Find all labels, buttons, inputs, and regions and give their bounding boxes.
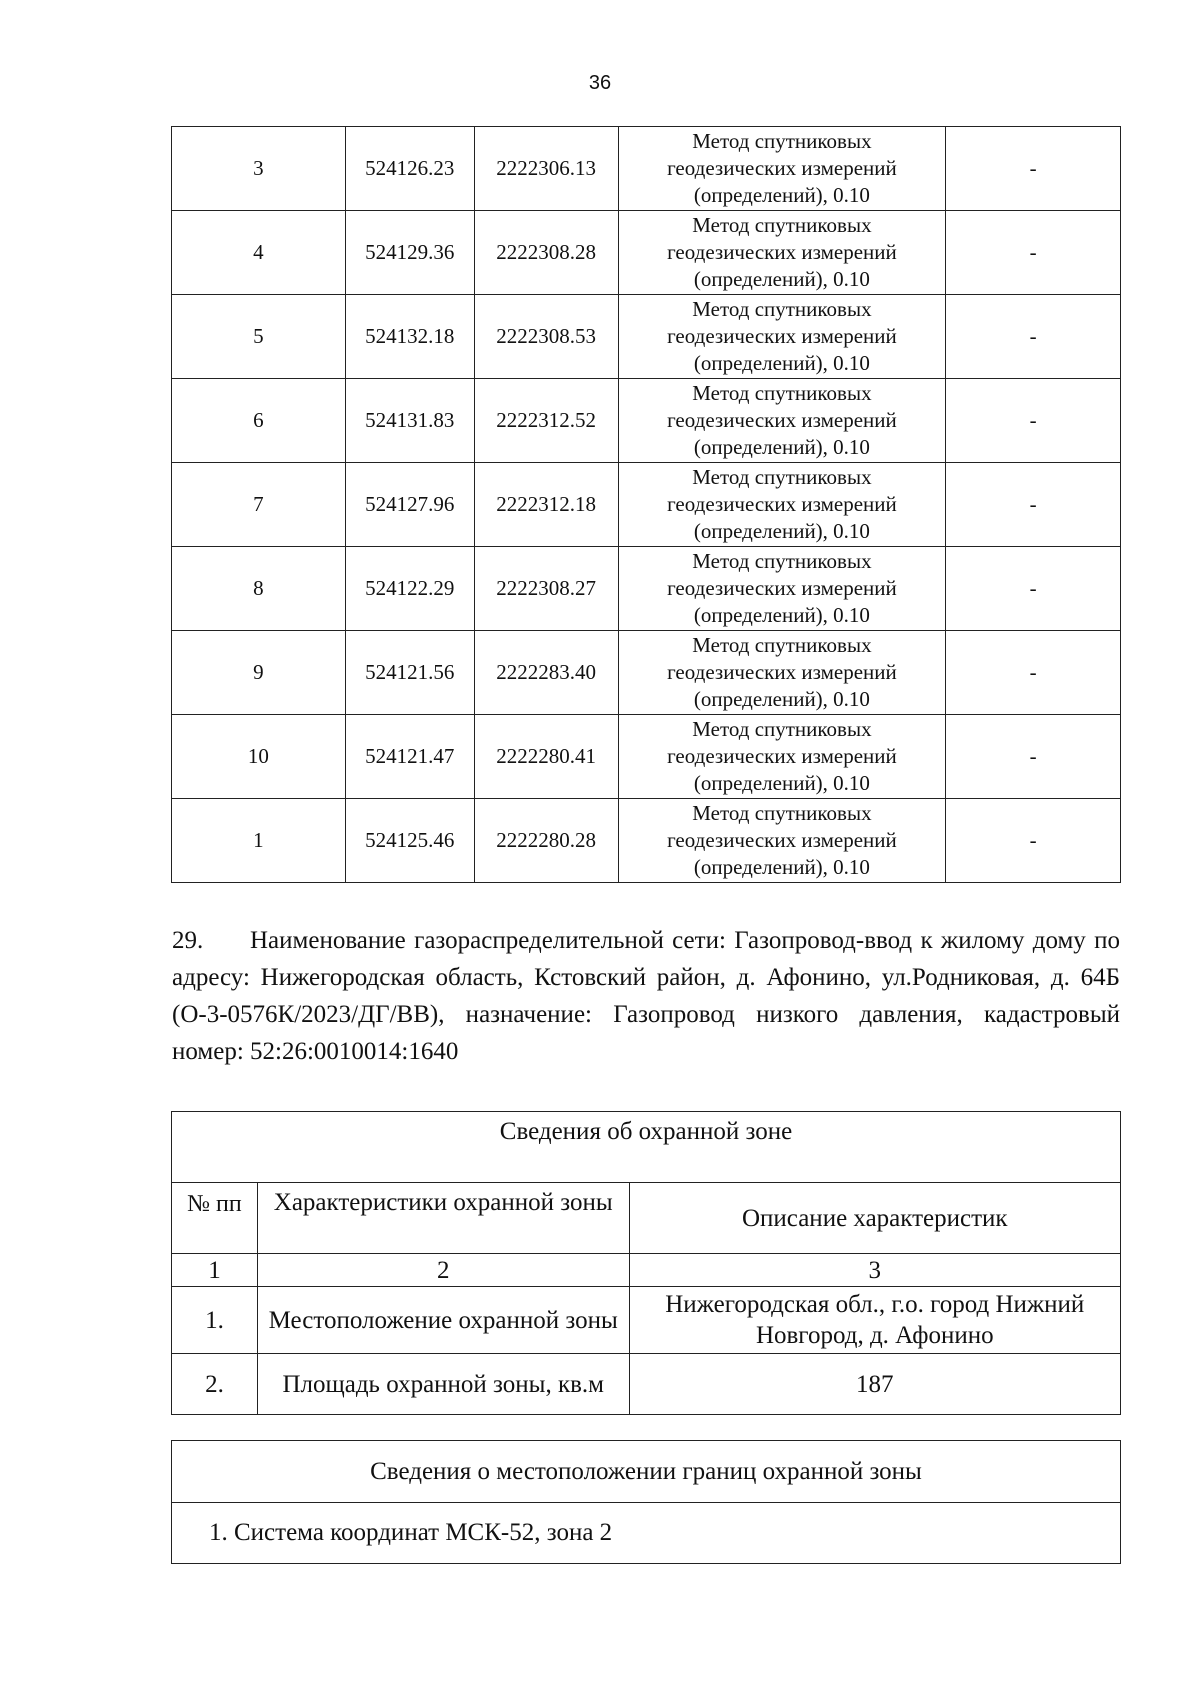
method-line: Метод спутниковых [692,381,872,405]
point-number: 10 [172,715,346,799]
method-cell [618,547,946,631]
coordinate-row [172,547,1121,631]
row-name: Площадь охранной зоны, кв.м [257,1354,629,1415]
method-line: геодезических измерений [667,324,897,348]
y-coordinate: 2222308.53 [474,295,618,379]
note-cell: - [946,547,1121,631]
x-coordinate: 524125.46 [345,799,474,883]
method-line: (определений), 0.10 [693,519,870,543]
method-line: (определений), 0.10 [693,351,870,375]
method-line: (определений), 0.10 [693,435,870,459]
y-coordinate: 2222308.28 [474,211,618,295]
x-coordinate: 524127.96 [345,463,474,547]
method-cell [618,799,946,883]
method-cell [618,715,946,799]
method-line: геодезических измерений [667,744,897,768]
method-cell [618,127,946,211]
method-line: Метод спутниковых [692,465,872,489]
method-line: Метод спутниковых [692,213,872,237]
method-line: Метод спутниковых [692,801,872,825]
method-cell [618,631,946,715]
method-line: геодезических измерений [667,492,897,516]
coordinate-row [172,799,1121,883]
coordinate-row [172,631,1121,715]
boundaries-title: Сведения о местоположении границ охранной зоны [172,1441,1121,1503]
method-line: (определений), 0.10 [693,267,870,291]
method-line: геодезических измерений [667,660,897,684]
point-number: 4 [172,211,346,295]
coordinate-row [172,463,1121,547]
note-cell: - [946,295,1121,379]
zone-table-title: Сведения об охранной зоне [172,1112,1121,1183]
section-number: 29. [172,927,204,954]
coordinate-row [172,715,1121,799]
method-cell [618,211,946,295]
method-line: геодезических измерений [667,408,897,432]
method-cell [618,463,946,547]
x-coordinate: 524121.56 [345,631,474,715]
method-line: Метод спутниковых [692,129,872,153]
coordinate-system: 1. Система координат МСК-52, зона 2 [172,1503,1121,1564]
method-cell [618,295,946,379]
coordinate-row [172,127,1121,211]
y-coordinate: 2222280.41 [474,715,618,799]
y-coordinate: 2222283.40 [474,631,618,715]
x-coordinate: 524122.29 [345,547,474,631]
method-line: Метод спутниковых [692,633,872,657]
coordinate-row [172,379,1121,463]
point-number: 3 [172,127,346,211]
method-line: (определений), 0.10 [693,855,870,879]
header-description: Описание характеристик [629,1183,1120,1254]
col-number-3: 3 [629,1254,1120,1287]
coordinate-row [172,295,1121,379]
page-number: 36 [588,72,612,94]
y-coordinate: 2222280.28 [474,799,618,883]
note-cell: - [946,631,1121,715]
note-cell: - [946,127,1121,211]
row-number: 1. [172,1287,258,1354]
point-number: 8 [172,547,346,631]
point-number: 1 [172,799,346,883]
x-coordinate: 524126.23 [345,127,474,211]
header-number: № пп [172,1183,258,1254]
row-value: Нижегородская обл., г.о. город Нижний Новгород, д. Афонино [629,1287,1120,1354]
method-line: Метод спутниковых [692,549,872,573]
col-number-1: 1 [172,1254,258,1287]
col-number-2: 2 [257,1254,629,1287]
method-line: геодезических измерений [667,828,897,852]
coordinate-row [172,211,1121,295]
method-line: (определений), 0.10 [693,183,870,207]
section-paragraph [172,922,1120,1070]
method-line: Метод спутниковых [692,717,872,741]
coordinates-table [171,126,1121,883]
note-cell: - [946,715,1121,799]
point-number: 9 [172,631,346,715]
method-line: (определений), 0.10 [693,687,870,711]
note-cell: - [946,379,1121,463]
method-line: геодезических измерений [667,156,897,180]
method-line: Метод спутниковых [692,297,872,321]
x-coordinate: 524121.47 [345,715,474,799]
method-line: (определений), 0.10 [693,771,870,795]
point-number: 6 [172,379,346,463]
boundaries-table [171,1440,1121,1564]
note-cell: - [946,799,1121,883]
method-cell [618,379,946,463]
section-text: Наименование газораспределительной сети: Газопровод-ввод к жилому дому по адресу: Нижегородская область, Кстовский район, д. Афонино, ул.Родниковая, д. 64Б (О-3-0576К/2023/ДГ/ВВ), назначение: Газопровод низкого давления, кадастровый номер: 52:26:0010014:1640 [172,927,1120,1065]
row-number: 2. [172,1354,258,1415]
row-value: 187 [629,1354,1120,1415]
method-line: геодезических измерений [667,240,897,264]
x-coordinate: 524131.83 [345,379,474,463]
y-coordinate: 2222306.13 [474,127,618,211]
note-cell: - [946,463,1121,547]
method-line: (определений), 0.10 [693,603,870,627]
x-coordinate: 524129.36 [345,211,474,295]
point-number: 7 [172,463,346,547]
point-number: 5 [172,295,346,379]
note-cell: - [946,211,1121,295]
y-coordinate: 2222312.52 [474,379,618,463]
protection-zone-table [171,1111,1121,1415]
y-coordinate: 2222308.27 [474,547,618,631]
x-coordinate: 524132.18 [345,295,474,379]
header-characteristics: Характеристики охранной зоны [257,1183,629,1254]
row-name: Местоположение охранной зоны [257,1287,629,1354]
y-coordinate: 2222312.18 [474,463,618,547]
method-line: геодезических измерений [667,576,897,600]
